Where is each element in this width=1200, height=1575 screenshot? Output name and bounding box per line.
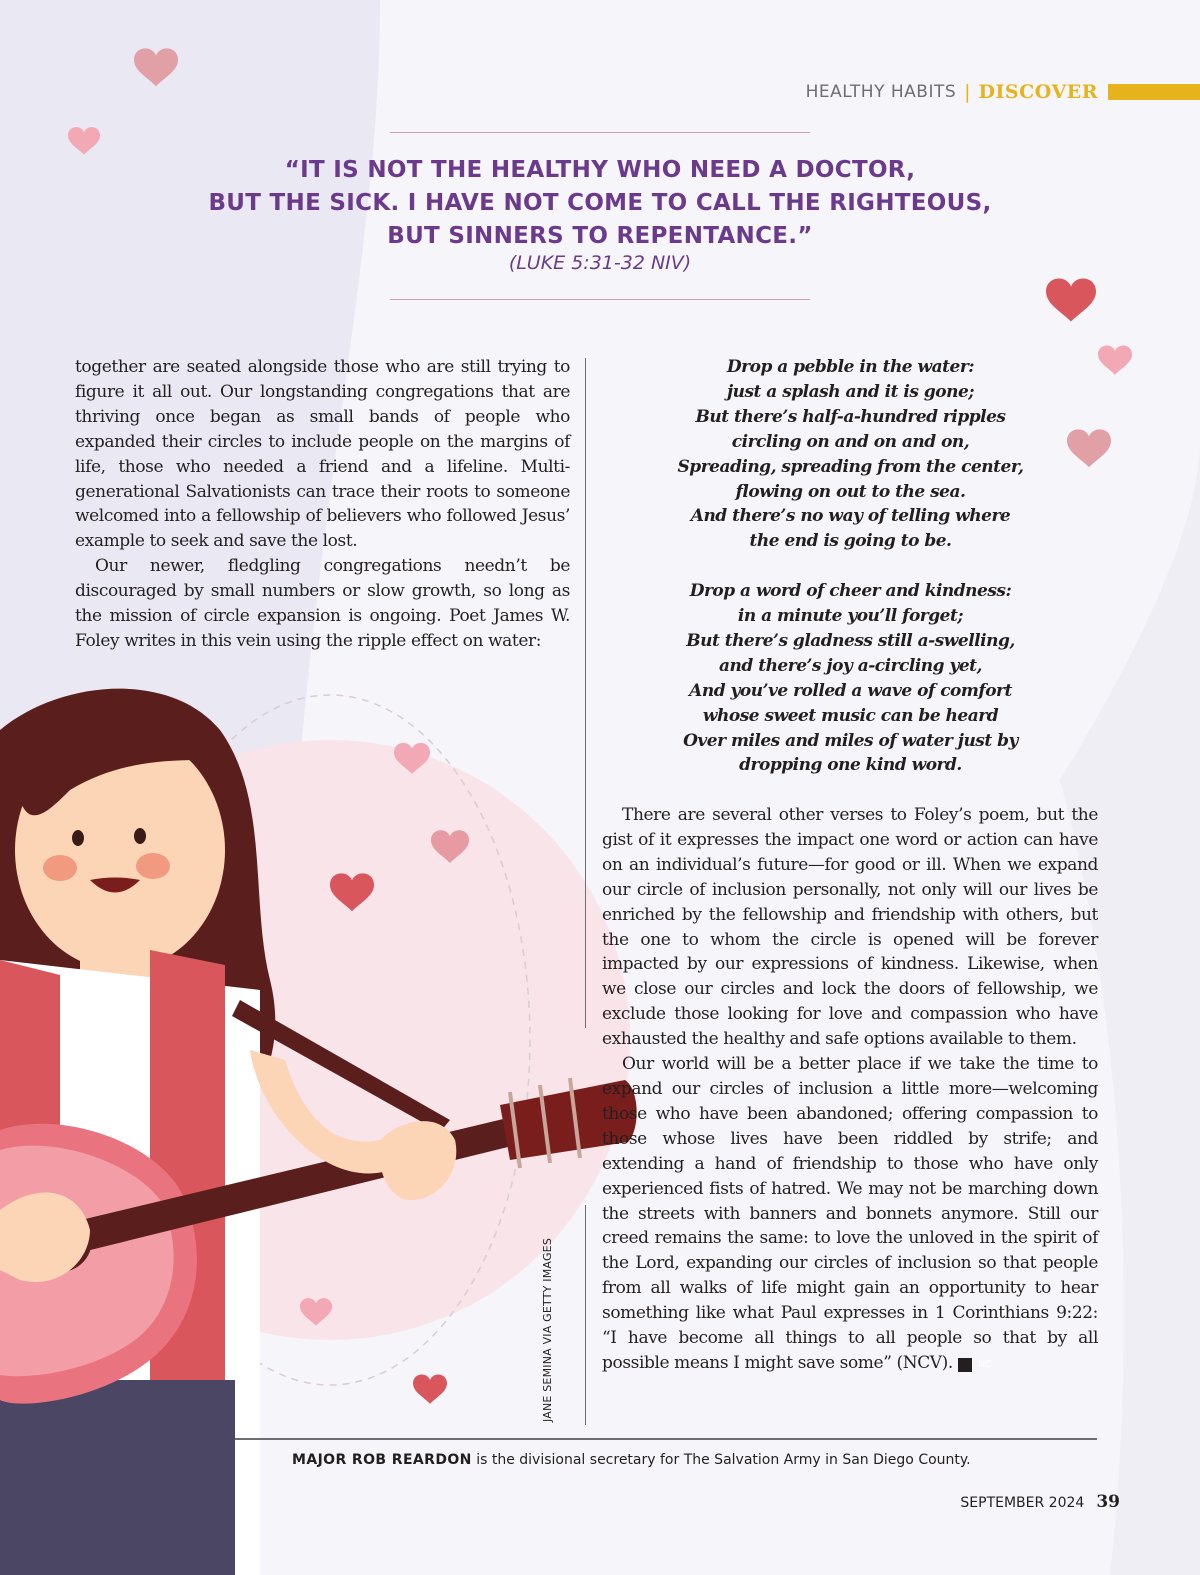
poem-line: dropping one kind word.: [739, 755, 962, 776]
body-paragraph: Our world will be a better place if we take the time to expand our circles of inclusion a little more—welcoming those who have been abandoned; offering compassion to those whose lives have been riddled by strife; and extending a hand of friendship to those who have only experienced fists of hatred. We may not be marching down the streets with banners and bonnets anymore. Still our creed remains the same: to love the unloved in the spirit of the Lord, expanding our circles of inclusion so that people from all walks of life might gain an opportunity to hear something like what Paul expresses in 1 Corinthians 9:22: “I have become all things to all people so that by all possible means I might save some” (NCV).: [602, 1054, 1098, 1373]
poem-stanza: [603, 355, 1098, 554]
poem-line: Drop a word of cheer and kindness:: [689, 581, 1012, 602]
poem-line: just a splash and it is gone;: [726, 381, 975, 402]
pull-quote: [150, 154, 1050, 253]
author-name: MAJOR ROB REARDON: [292, 1452, 472, 1468]
photo-credit: JANE SEMINA VIA GETTY IMAGES: [541, 1237, 554, 1422]
author-bio-text: is the divisional secretary for The Salvation Army in San Diego County.: [476, 1452, 971, 1468]
section-name: HEALTHY HABITS: [805, 82, 957, 102]
pull-quote-line: BUT SINNERS TO REPENTANCE.”: [387, 223, 813, 249]
poem-line: and there’s joy a-circling yet,: [719, 655, 982, 676]
pull-quote-line: “IT IS NOT THE HEALTHY WHO NEED A DOCTOR,: [284, 157, 916, 183]
end-mark-icon: NC: [958, 1358, 972, 1372]
quote-bottom-rule: [390, 299, 810, 300]
poem-line: Over miles and miles of water just by: [683, 730, 1018, 751]
right-column: [602, 803, 1098, 1376]
column-divider: [585, 1205, 586, 1425]
poem-line: circling on and on and on,: [731, 431, 970, 452]
poem-line: And you’ve rolled a wave of comfort: [689, 680, 1012, 701]
header-accent-bar: [1108, 84, 1200, 100]
poem-line: flowing on out to the sea.: [735, 481, 966, 502]
body-paragraph: together are seated alongside those who are still trying to figure it all out. Our longstanding congregations that are thriving once began as small bands of people who expanded their circles to include people on the margins of life, those who needed a friend and a lifeline. Multi-generational Salvationists can trace their roots to someone welcomed into a fellowship of believers who followed Jesus’ example to seek and save the lost.: [75, 357, 570, 552]
body-paragraph-last: [602, 1052, 1098, 1376]
author-bio: [292, 1452, 971, 1468]
poem-stanza: [603, 579, 1098, 778]
poem-line: whose sweet music can be heard: [702, 705, 999, 726]
poem-line: the end is going to be.: [749, 531, 952, 552]
pull-quote-citation: (LUKE 5:31-32 NIV): [508, 252, 692, 274]
poem-line: But there’s gladness still a-swelling,: [686, 630, 1015, 651]
poem-line: Spreading, spreading from the center,: [677, 456, 1024, 477]
column-divider: [585, 358, 586, 1028]
quote-top-rule: [390, 132, 810, 133]
body-paragraph: There are several other verses to Foley’s poem, but the gist of it expresses the impact one word or action can have on an individual’s future—for good or ill. When we expand our circle of inclusion personally, not only will our lives be enriched by the fellowship and friendship with others, but the one to whom the circle is opened will be forever impacted by our expressions of kindness. Likewise, when we close our circles and lock the doors of fellowship, we exclude those looking for love and compassion who have exhausted the healthy and safe options available to them.: [602, 805, 1098, 1050]
page-footer: [960, 1492, 1120, 1512]
poem-block: [603, 355, 1098, 778]
issue-date: SEPTEMBER 2024: [960, 1495, 1085, 1511]
page-number: 39: [1096, 1492, 1120, 1512]
section-header: [806, 80, 1200, 104]
poem-line: And there’s no way of telling where: [690, 506, 1011, 527]
body-paragraph: Our newer, fledgling congregations needn’t be discouraged by small numbers or slow growth, so long as the mission of circle expansion is ongoing. Poet James W. Foley writes in this vein using the ripple effect on water:: [75, 556, 570, 651]
poem-line: But there’s half-a-hundred ripples: [695, 406, 1006, 427]
poem-line: in a minute you’ll forget;: [737, 606, 964, 627]
left-column: [75, 355, 570, 654]
pull-quote-line: BUT THE SICK. I HAVE NOT COME TO CALL THE RIGHTEOUS,: [208, 190, 992, 216]
section-category: DISCOVER: [978, 81, 1098, 103]
header-separator: |: [964, 81, 971, 103]
bio-rule: [235, 1438, 1097, 1440]
poem-line: Drop a pebble in the water:: [726, 357, 975, 377]
